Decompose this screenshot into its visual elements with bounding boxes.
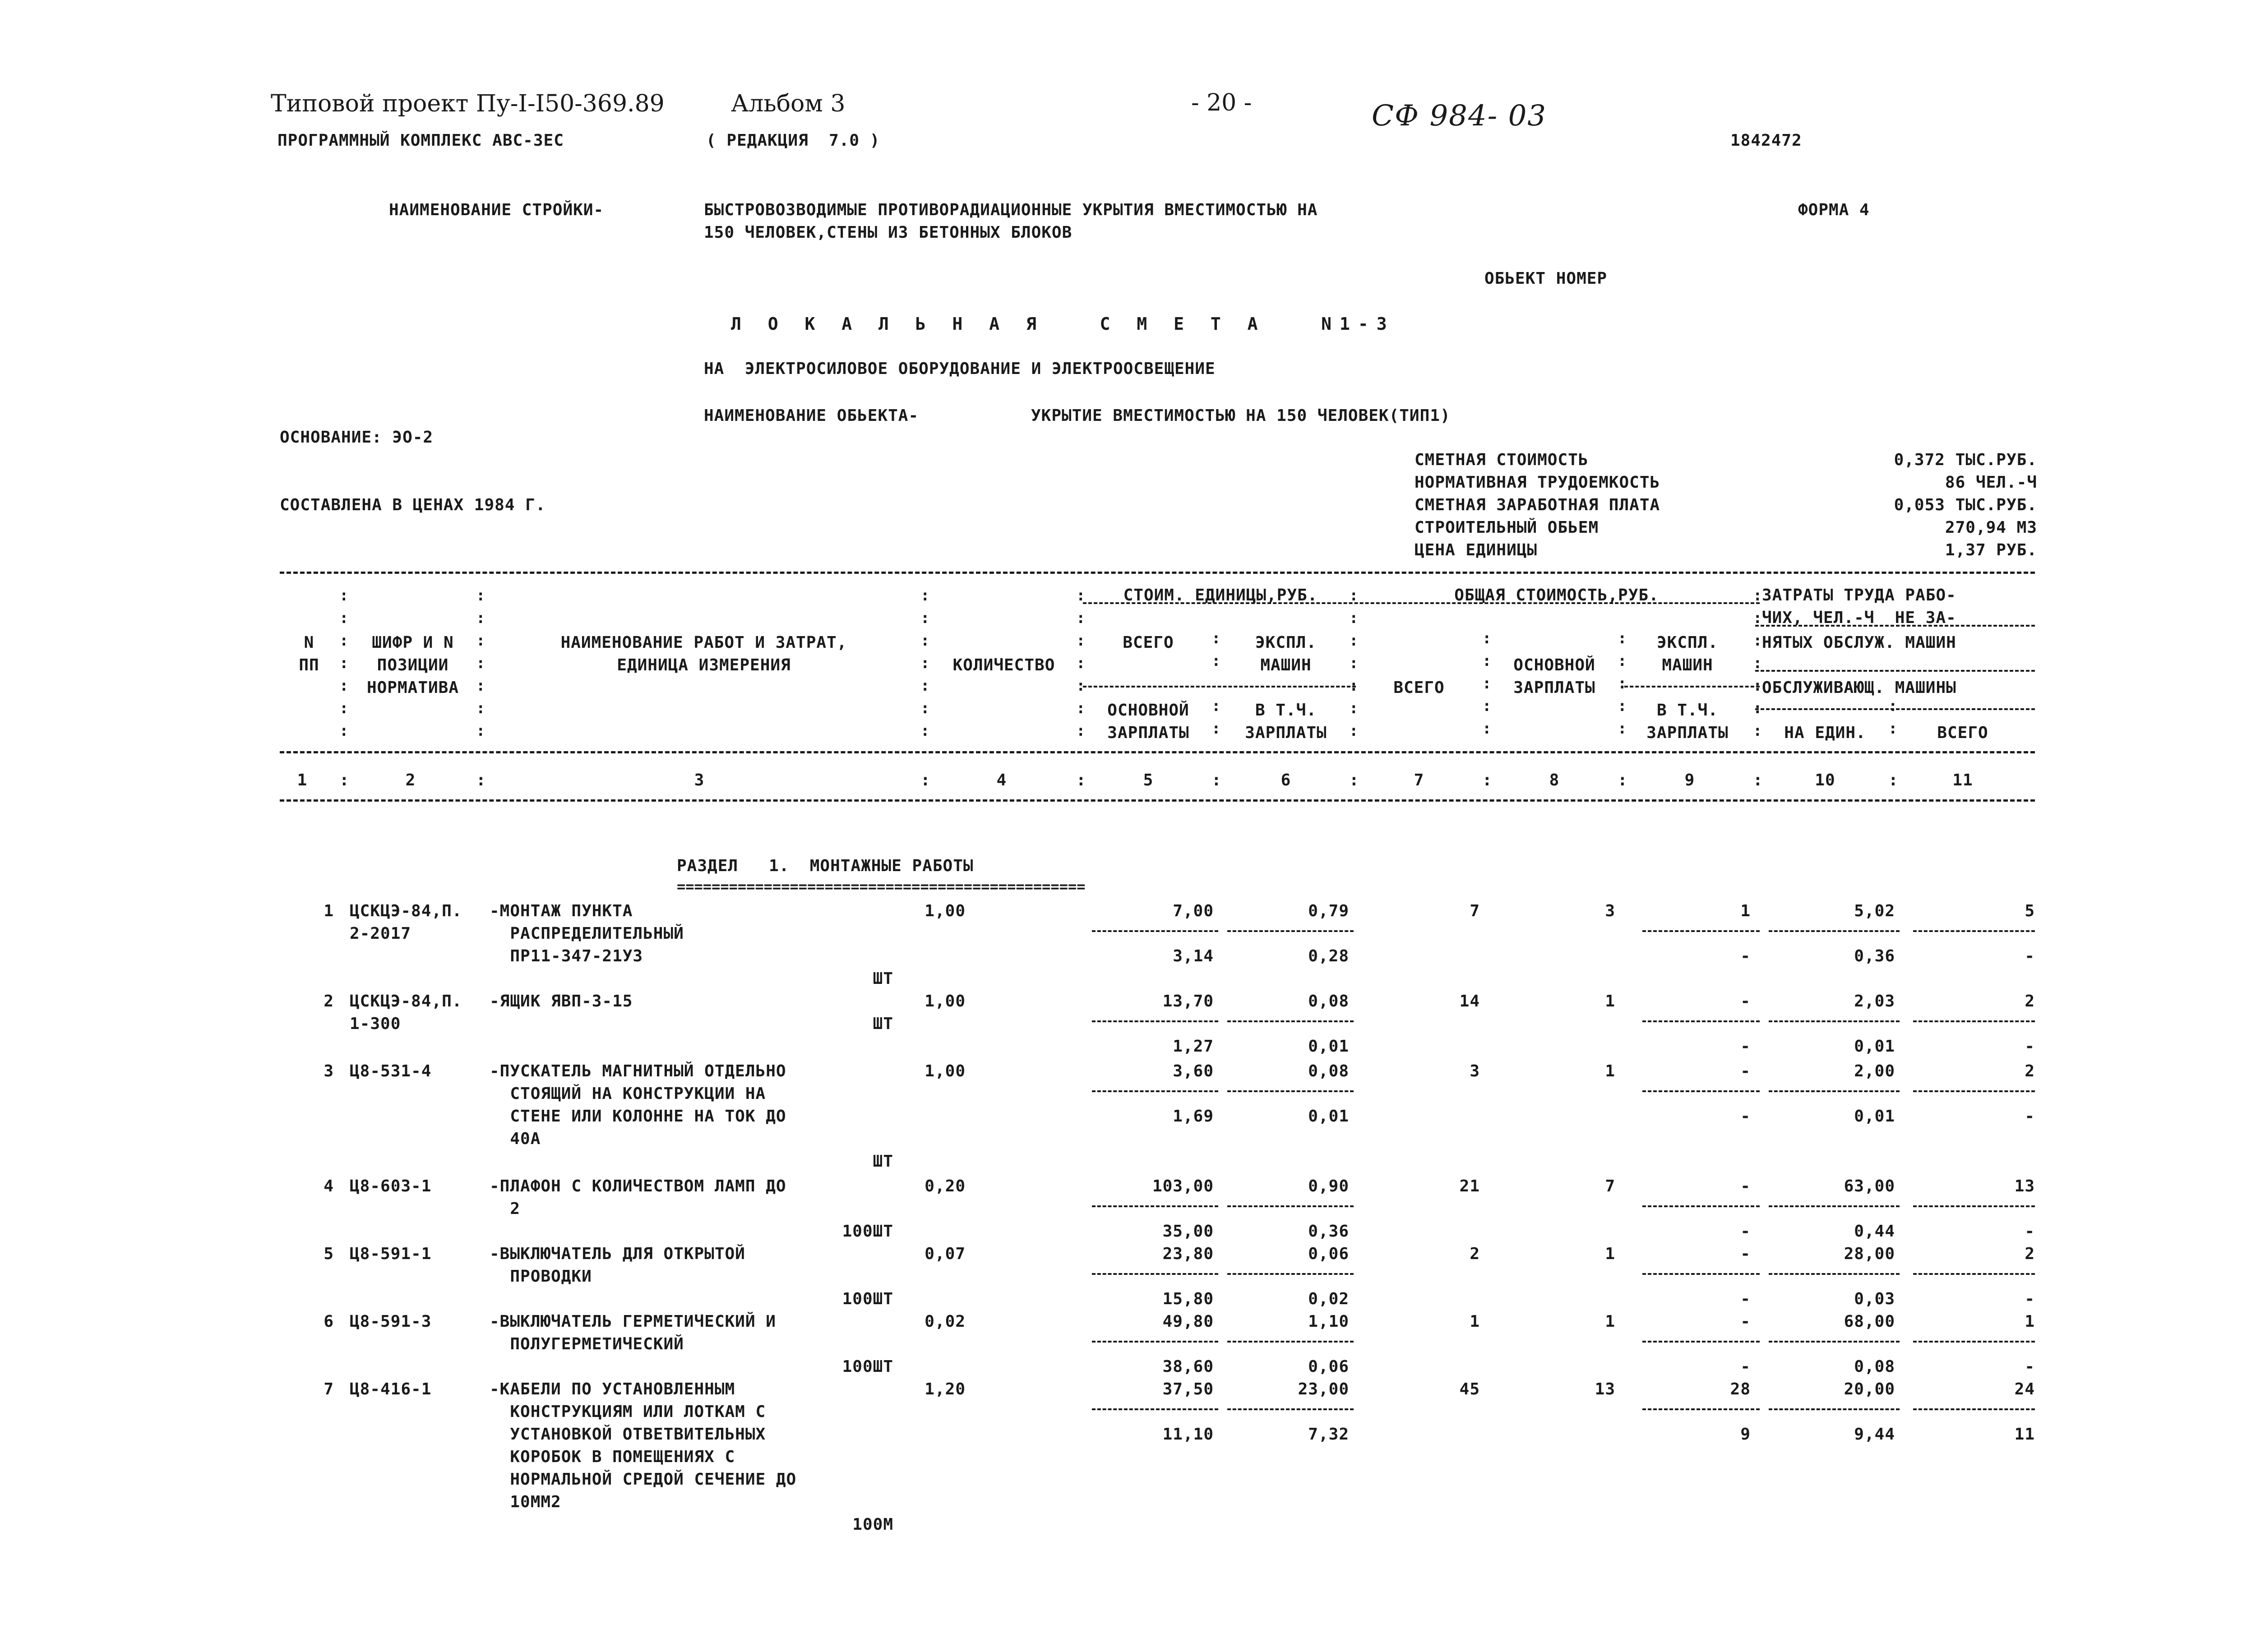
software-label: ПРОГРАММНЫЙ КОМПЛЕКС АВС-3ЕС <box>277 131 564 150</box>
row-subrule <box>1227 1205 1354 1207</box>
row-subrule <box>1092 1341 1218 1343</box>
column-separator: : <box>1753 771 1763 789</box>
row-name: -КАБЕЛИ ПО УСТАНОВЛЕННЫМ <box>490 1380 735 1398</box>
row-subrule <box>1913 1205 2035 1207</box>
construction-label: НАИМЕНОВАНИЕ СТРОЙКИ- <box>389 201 604 219</box>
row-subrule <box>1227 1408 1354 1410</box>
column-separator: : : : : : : : <box>1076 586 1086 740</box>
row-name: -ПУСКАТЕЛЬ МАГНИТНЫЙ ОТДЕЛЬНО <box>490 1062 786 1080</box>
table-rule-header-bottom <box>280 751 2035 753</box>
column-separator: : : <box>1888 697 1898 738</box>
row-value-c6: 0,08 <box>1308 1062 1349 1080</box>
column-number: 2 <box>405 771 416 789</box>
row-value-c6: 0,08 <box>1308 992 1349 1011</box>
row-wage-unit: 38,60 <box>1162 1357 1214 1376</box>
row-subrule <box>1769 1408 1900 1410</box>
row-code: ЦСКЦЭ-84,П. <box>350 902 462 920</box>
row-labor-service-unit: 0,44 <box>1854 1222 1895 1241</box>
row-name: СТОЯЩИЙ НА КОНСТРУКЦИИ НА <box>490 1084 766 1103</box>
summary-label: СМЕТНАЯ СТОИМОСТЬ <box>1415 451 1589 469</box>
row-value-c11: 2 <box>2025 1245 2035 1263</box>
row-subrule <box>1913 1090 2035 1092</box>
header-unit-mach-wages-2: ЗАРПЛАТЫ <box>1245 724 1327 742</box>
column-number: 9 <box>1684 771 1695 789</box>
row-name: ПР11-347-21У3 <box>490 947 643 965</box>
row-subrule <box>1913 930 2035 932</box>
column-separator: : <box>1888 771 1899 789</box>
row-quantity: 0,20 <box>925 1177 966 1195</box>
row-labor-service-unit: 0,08 <box>1854 1357 1895 1376</box>
row-name: 2 <box>490 1200 521 1218</box>
row-subrule <box>1913 1020 2035 1022</box>
row-value-c10: 2,00 <box>1854 1062 1895 1080</box>
row-value-c6: 0,90 <box>1308 1177 1349 1195</box>
row-value-c7: 45 <box>1459 1380 1480 1398</box>
header-quantity: КОЛИЧЕСТВО <box>952 656 1055 674</box>
row-unit: 100ШТ <box>842 1357 893 1376</box>
row-quantity: 0,07 <box>925 1245 966 1263</box>
estimate-title: Л О К А Л Ь Н А Я С М Е Т А N1-3 <box>731 314 1395 334</box>
row-labor-service-unit: 0,36 <box>1854 947 1895 965</box>
header-labor-total: ВСЕГО <box>1937 724 1988 742</box>
row-machine-wage-total: - <box>1740 947 1751 965</box>
row-subrule <box>1642 930 1760 932</box>
row-subrule <box>1227 1341 1354 1343</box>
row-value-c7: 2 <box>1470 1245 1480 1263</box>
section-title: РАЗДЕЛ 1. МОНТАЖНЫЕ РАБОТЫ <box>677 857 974 875</box>
summary-value: 0,372 ТЫС.РУБ. <box>1894 451 2037 469</box>
row-name: КОНСТРУКЦИЯМ ИЛИ ЛОТКАМ С <box>490 1403 766 1421</box>
row-name: СТЕНЕ ИЛИ КОЛОННЕ НА ТОК ДО <box>490 1107 786 1126</box>
row-wage-unit: 35,00 <box>1162 1222 1214 1241</box>
row-subrule <box>1227 1020 1354 1022</box>
row-subrule <box>1642 1090 1760 1092</box>
row-subrule <box>1769 930 1900 932</box>
row-value-c8: 1 <box>1605 1062 1615 1080</box>
row-subrule <box>1092 1273 1218 1275</box>
row-subrule <box>1227 930 1354 932</box>
row-name: НОРМАЛЬНОЙ СРЕДОЙ СЕЧЕНИЕ ДО <box>490 1470 797 1489</box>
row-quantity: 1,00 <box>925 902 966 920</box>
row-value-c10: 20,00 <box>1844 1380 1895 1398</box>
row-quantity: 1,00 <box>925 992 966 1011</box>
row-name: -ВЫКЛЮЧАТЕЛЬ ДЛЯ ОТКРЫТОЙ <box>490 1245 745 1263</box>
row-value-c10: 28,00 <box>1844 1245 1895 1263</box>
row-value-c11: 13 <box>2014 1177 2035 1195</box>
header-unit-cost: СТОИМ. ЕДИНИЦЫ,РУБ. <box>1123 586 1318 605</box>
column-separator: : : : : : : : <box>1349 586 1359 740</box>
column-separator: : <box>1482 771 1493 789</box>
construction-name-line1: БЫСТРОВОЗВОДИМЫЕ ПРОТИВОРАДИАЦИОННЫЕ УКРЫТИЯ ВМЕСТИМОСТЬЮ НА <box>704 201 1318 219</box>
row-value-c7: 1 <box>1470 1312 1480 1331</box>
row-value-c10: 2,03 <box>1854 992 1895 1011</box>
header-subrule <box>1755 708 2035 710</box>
column-separator: : <box>476 771 486 789</box>
summary-label: НОРМАТИВНАЯ ТРУДОЕМКОСТЬ <box>1415 473 1660 492</box>
row-value-c7: 14 <box>1459 992 1480 1011</box>
row-labor-service-unit: 0,03 <box>1854 1290 1895 1308</box>
row-labor-service-unit: 0,01 <box>1854 1037 1895 1056</box>
row-value-c8: 3 <box>1605 902 1615 920</box>
page-number: - 20 - <box>1191 89 1252 116</box>
row-machine-wage-unit: 0,02 <box>1308 1290 1349 1308</box>
row-name: -ПЛАФОН С КОЛИЧЕСТВОМ ЛАМП ДО <box>490 1177 786 1195</box>
header-cipher-2: ПОЗИЦИИ <box>377 656 449 674</box>
row-value-c9: 28 <box>1730 1380 1751 1398</box>
row-name: -ВЫКЛЮЧАТЕЛЬ ГЕРМЕТИЧЕСКИЙ И <box>490 1312 776 1331</box>
row-value-c5: 3,60 <box>1173 1062 1214 1080</box>
header-no-pp: ПП <box>299 656 319 674</box>
row-value-c6: 23,00 <box>1298 1380 1349 1398</box>
header-name-2: ЕДИНИЦА ИЗМЕРЕНИЯ <box>617 656 791 674</box>
row-wage-unit: 11,10 <box>1162 1425 1214 1444</box>
row-subrule <box>1092 1205 1218 1207</box>
row-subrule <box>1913 1341 2035 1343</box>
row-value-c8: 1 <box>1605 992 1615 1011</box>
row-machine-wage-total: - <box>1740 1037 1751 1056</box>
row-subrule <box>1227 1273 1354 1275</box>
header-unit-mach-wages-1: В Т.Ч. <box>1255 701 1317 720</box>
row-code: Ц8-416-1 <box>350 1380 432 1398</box>
row-code: Ц8-591-3 <box>350 1312 432 1331</box>
summary-value: 1,37 РУБ. <box>1945 541 2037 559</box>
row-number: 4 <box>324 1177 334 1195</box>
row-subrule <box>1227 1090 1354 1092</box>
row-wage-unit: 1,69 <box>1173 1107 1214 1126</box>
column-separator: : : : : : <box>1618 629 1627 738</box>
row-machine-wage-total: - <box>1740 1107 1751 1126</box>
row-unit: 100ШТ <box>842 1290 893 1308</box>
document-number: 1842472 <box>1730 131 1802 150</box>
row-value-c11: 5 <box>2025 902 2035 920</box>
column-number: 11 <box>1952 771 1973 789</box>
row-value-c8: 1 <box>1605 1245 1615 1263</box>
column-separator: : <box>339 771 350 789</box>
table-rule-numbers-bottom <box>280 799 2035 802</box>
row-machine-wage-total: - <box>1740 1290 1751 1308</box>
column-number: 3 <box>694 771 705 789</box>
row-code: Ц8-531-4 <box>350 1062 432 1080</box>
row-value-c6: 0,06 <box>1308 1245 1349 1263</box>
project-title: Типовой проект Пу-I-I50-369.89 <box>271 90 665 117</box>
row-value-c5: 7,00 <box>1173 902 1214 920</box>
row-value-c9: - <box>1740 992 1751 1011</box>
row-machine-wage-unit: 0,28 <box>1308 947 1349 965</box>
column-separator: : : : : : : : <box>476 586 485 740</box>
column-separator: : : : : : : : <box>920 586 930 740</box>
summary-label: ЦЕНА ЕДИНИЦЫ <box>1415 541 1538 559</box>
row-value-c6: 1,10 <box>1308 1312 1349 1331</box>
row-value-c9: 1 <box>1740 902 1751 920</box>
column-number: 6 <box>1281 771 1291 789</box>
column-number: 7 <box>1414 771 1424 789</box>
header-cipher-3: НОРМАТИВА <box>366 678 459 697</box>
row-value-c11: 24 <box>2014 1380 2035 1398</box>
album-label: Альбом 3 <box>731 90 846 117</box>
row-subrule <box>1642 1408 1760 1410</box>
row-value-c8: 13 <box>1595 1380 1615 1398</box>
object-name-label: НАИМЕНОВАНИЕ ОБЬЕКТА- <box>704 406 919 425</box>
header-total-machines-2: МАШИН <box>1662 656 1713 674</box>
row-name: ПОЛУГЕРМЕТИЧЕСКИЙ <box>490 1335 684 1353</box>
column-number: 10 <box>1815 771 1835 789</box>
row-value-c9: - <box>1740 1062 1751 1080</box>
header-cipher-1: ШИФР И N <box>372 633 454 652</box>
row-value-c9: - <box>1740 1312 1751 1331</box>
summary-value: 270,94 М3 <box>1945 518 2037 537</box>
row-name: -МОНТАЖ ПУНКТА <box>490 902 633 920</box>
row-subrule <box>1092 930 1218 932</box>
handwritten-code: СФ 984- 03 <box>1372 99 1547 133</box>
row-value-c8: 7 <box>1605 1177 1615 1195</box>
summary-label: СМЕТНАЯ ЗАРАБОТНАЯ ПЛАТА <box>1415 496 1660 514</box>
row-unit: ШТ <box>873 1015 893 1033</box>
header-name-1: НАИМЕНОВАНИЕ РАБОТ И ЗАТРАТ, <box>560 633 847 652</box>
row-subrule <box>1769 1020 1900 1022</box>
row-number: 3 <box>324 1062 334 1080</box>
row-value-c9: - <box>1740 1177 1751 1195</box>
header-total-total: ВСЕГО <box>1393 678 1445 697</box>
column-separator: : <box>1618 771 1628 789</box>
edition-label: ( РЕДАКЦИЯ 7.0 ) <box>706 131 880 150</box>
row-subrule <box>1092 1020 1218 1022</box>
row-name: УСТАНОВКОЙ ОТВЕТВИТЕЛЬНЫХ <box>490 1425 766 1444</box>
header-unit-wages-1: ОСНОВНОЙ <box>1107 701 1189 720</box>
row-value-c7: 3 <box>1470 1062 1480 1080</box>
row-subrule <box>1769 1273 1900 1275</box>
row-wage-unit: 3,14 <box>1173 947 1214 965</box>
row-code: 2-2017 <box>350 924 411 943</box>
row-quantity: 0,02 <box>925 1312 966 1331</box>
row-subrule <box>1769 1205 1900 1207</box>
row-labor-service-total: - <box>2025 1037 2035 1056</box>
row-code: 1-300 <box>350 1015 401 1033</box>
header-no: N <box>304 633 314 652</box>
column-number: 1 <box>297 771 308 789</box>
estimate-subject: НА ЭЛЕКТРОСИЛОВОЕ ОБОРУДОВАНИЕ И ЭЛЕКТРООСВЕЩЕНИЕ <box>704 360 1216 378</box>
row-name: 40А <box>490 1130 541 1148</box>
row-subrule <box>1642 1020 1760 1022</box>
header-labor-3: НЯТЫХ ОБСЛУЖ. МАШИН <box>1762 633 1956 652</box>
row-subrule <box>1913 1408 2035 1410</box>
header-labor-service: ОБСЛУЖИВАЮЩ. МАШИНЫ <box>1762 678 1956 697</box>
row-number: 5 <box>324 1245 334 1263</box>
column-separator: : : : : : : : <box>1753 586 1762 740</box>
prices-label: СОСТАВЛЕНА В ЦЕНАХ 1984 Г. <box>280 496 546 514</box>
row-name: 10ММ2 <box>490 1493 561 1511</box>
row-wage-unit: 15,80 <box>1162 1290 1214 1308</box>
row-subrule <box>1769 1341 1900 1343</box>
header-labor-2: ЧИХ, ЧЕЛ.-Ч НЕ ЗА- <box>1762 609 1956 627</box>
header-unit-machines-1: ЭКСПЛ. <box>1255 633 1317 652</box>
row-code: Ц8-603-1 <box>350 1177 432 1195</box>
header-subrule <box>1083 686 1356 688</box>
row-machine-wage-unit: 0,36 <box>1308 1222 1349 1241</box>
row-subrule <box>1642 1273 1760 1275</box>
header-total-mach-wages-1: В Т.Ч. <box>1656 701 1719 720</box>
header-total-cost: ОБЩАЯ СТОИМОСТЬ,РУБ. <box>1454 586 1659 605</box>
row-machine-wage-total: 9 <box>1740 1425 1751 1444</box>
row-value-c7: 21 <box>1459 1177 1480 1195</box>
row-subrule <box>1913 1273 2035 1275</box>
column-separator: : : : : : : : <box>339 586 349 740</box>
row-subrule <box>1642 1341 1760 1343</box>
row-labor-service-total: 11 <box>2014 1425 2035 1444</box>
row-value-c11: 1 <box>2025 1312 2035 1331</box>
header-total-mach-wages-2: ЗАРПЛАТЫ <box>1646 724 1729 742</box>
column-separator: : <box>1349 771 1359 789</box>
row-machine-wage-unit: 0,06 <box>1308 1357 1349 1376</box>
row-labor-service-unit: 0,01 <box>1854 1107 1895 1126</box>
header-total-machines-1: ЭКСПЛ. <box>1656 633 1719 652</box>
object-name: УКРЫТИЕ ВМЕСТИМОСТЬЮ НА 150 ЧЕЛОВЕК(ТИП1) <box>1031 406 1451 425</box>
row-unit: 100ШТ <box>842 1222 893 1241</box>
header-subrule <box>1755 670 2035 672</box>
construction-name-line2: 150 ЧЕЛОВЕК,СТЕНЫ ИЗ БЕТОННЫХ БЛОКОВ <box>704 223 1073 242</box>
row-subrule <box>1642 1205 1760 1207</box>
row-labor-service-total: - <box>2025 1107 2035 1126</box>
column-separator: : <box>1211 771 1222 789</box>
basis-label: ОСНОВАНИЕ: ЭО-2 <box>280 428 434 447</box>
row-value-c9: - <box>1740 1245 1751 1263</box>
row-value-c10: 5,02 <box>1854 902 1895 920</box>
column-separator: : <box>920 771 931 789</box>
column-separator: : : : : : <box>1482 629 1492 738</box>
row-machine-wage-total: - <box>1740 1222 1751 1241</box>
row-name: КОРОБОК В ПОМЕЩЕНИЯХ С <box>490 1448 735 1466</box>
row-value-c5: 49,80 <box>1162 1312 1214 1331</box>
row-name: РАСПРЕДЕЛИТЕЛЬНЫЙ <box>490 924 684 943</box>
row-subrule <box>1092 1090 1218 1092</box>
row-labor-service-total: - <box>2025 1222 2035 1241</box>
object-number-label: ОБЬЕКТ НОМЕР <box>1484 269 1608 288</box>
section-underline: =============================================== <box>677 880 1086 893</box>
column-number: 5 <box>1143 771 1154 789</box>
row-value-c10: 68,00 <box>1844 1312 1895 1331</box>
column-separator: : : : : <box>1211 629 1221 738</box>
row-value-c5: 13,70 <box>1162 992 1214 1011</box>
row-value-c10: 63,00 <box>1844 1177 1895 1195</box>
row-value-c11: 2 <box>2025 992 2035 1011</box>
row-quantity: 1,00 <box>925 1062 966 1080</box>
column-separator: : <box>1076 771 1086 789</box>
row-value-c8: 1 <box>1605 1312 1615 1331</box>
header-total-wages-1: ОСНОВНОЙ <box>1513 656 1595 674</box>
row-machine-wage-total: - <box>1740 1357 1751 1376</box>
row-machine-wage-unit: 0,01 <box>1308 1107 1349 1126</box>
row-value-c5: 103,00 <box>1152 1177 1214 1195</box>
row-value-c5: 37,50 <box>1162 1380 1214 1398</box>
table-rule-top <box>280 572 2035 574</box>
summary-value: 0,053 ТЫС.РУБ. <box>1894 496 2037 514</box>
header-unit-machines-2: МАШИН <box>1260 656 1312 674</box>
row-quantity: 1,20 <box>925 1380 966 1398</box>
header-unit-total: ВСЕГО <box>1123 633 1174 652</box>
row-code: ЦСКЦЭ-84,П. <box>350 992 462 1011</box>
row-name: ПРОВОДКИ <box>490 1267 592 1286</box>
form-label: ФОРМА 4 <box>1798 201 1870 219</box>
row-number: 6 <box>324 1312 334 1331</box>
row-number: 2 <box>324 992 334 1011</box>
header-subrule <box>1624 686 1760 688</box>
row-unit: ШТ <box>873 969 893 988</box>
row-number: 7 <box>324 1380 334 1398</box>
row-number: 1 <box>324 902 334 920</box>
row-value-c5: 23,80 <box>1162 1245 1214 1263</box>
row-value-c11: 2 <box>2025 1062 2035 1080</box>
header-total-wages-2: ЗАРПЛАТЫ <box>1513 678 1595 697</box>
row-subrule <box>1769 1090 1900 1092</box>
row-subrule <box>1092 1408 1218 1410</box>
row-labor-service-total: - <box>2025 947 2035 965</box>
column-number: 8 <box>1549 771 1560 789</box>
column-number: 4 <box>996 771 1007 789</box>
row-name: -ЯЩИК ЯВП-3-15 <box>490 992 633 1011</box>
row-labor-service-total: - <box>2025 1357 2035 1376</box>
row-unit: 100М <box>852 1515 893 1534</box>
header-labor-per-unit: НА ЕДИН. <box>1784 724 1866 742</box>
row-unit: ШТ <box>873 1152 893 1171</box>
header-unit-wages-2: ЗАРПЛАТЫ <box>1107 724 1189 742</box>
row-wage-unit: 1,27 <box>1173 1037 1214 1056</box>
header-labor-1: ЗАТРАТЫ ТРУДА РАБО- <box>1762 586 1956 605</box>
summary-value: 86 ЧЕЛ.-Ч <box>1945 473 2037 492</box>
row-value-c7: 7 <box>1470 902 1480 920</box>
row-machine-wage-unit: 0,01 <box>1308 1037 1349 1056</box>
row-machine-wage-unit: 7,32 <box>1308 1425 1349 1444</box>
row-labor-service-total: - <box>2025 1290 2035 1308</box>
row-value-c6: 0,79 <box>1308 902 1349 920</box>
row-code: Ц8-591-1 <box>350 1245 432 1263</box>
row-labor-service-unit: 9,44 <box>1854 1425 1895 1444</box>
summary-label: СТРОИТЕЛЬНЫЙ ОБЬЕМ <box>1415 518 1599 537</box>
